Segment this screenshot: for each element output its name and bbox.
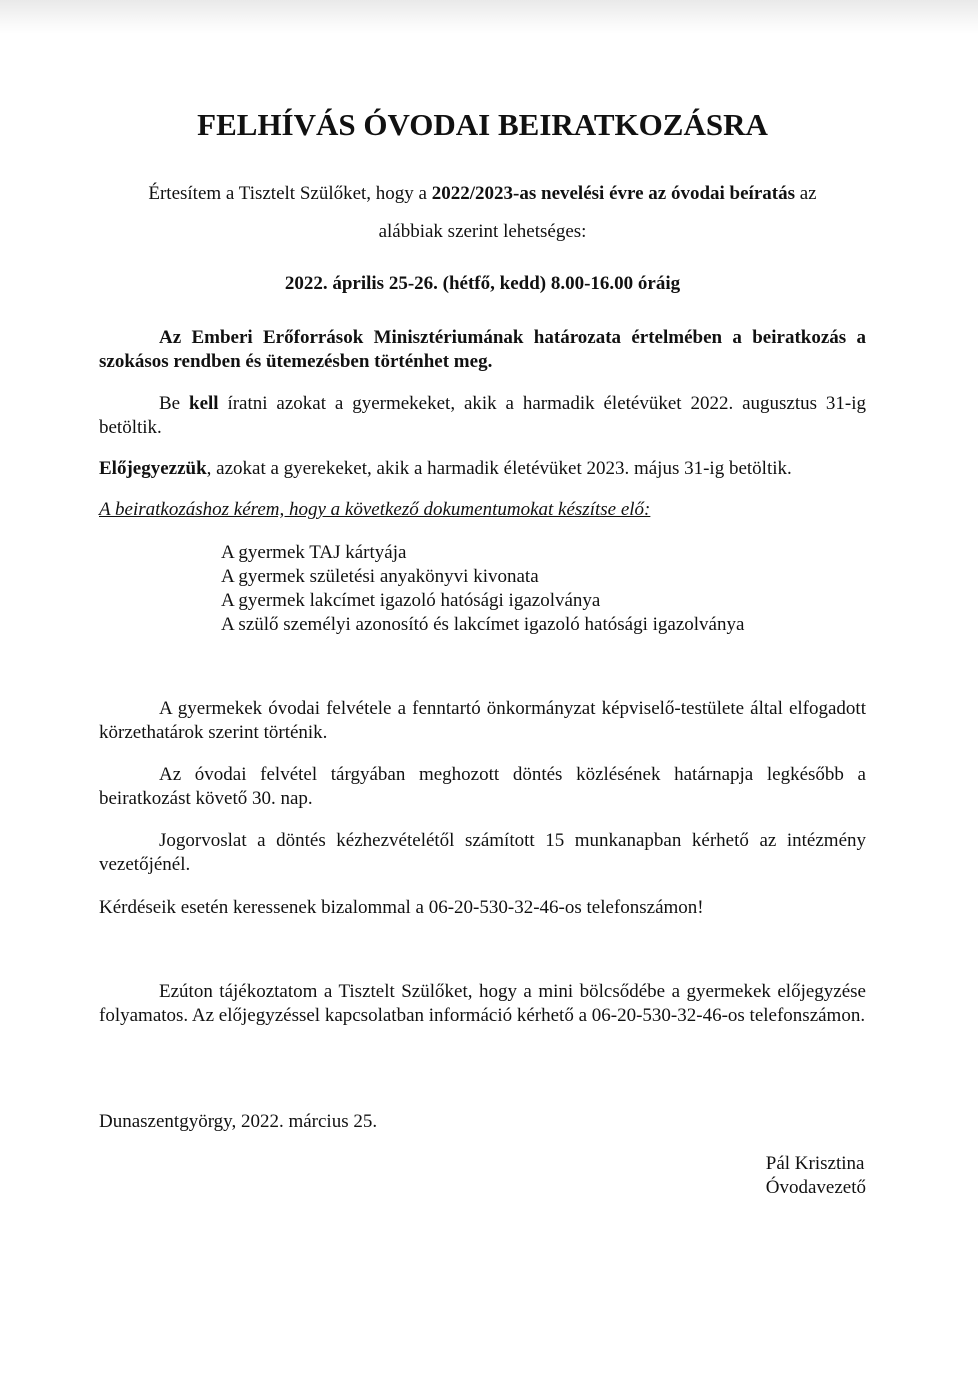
- list-item: A gyermek TAJ kártyája: [221, 542, 407, 563]
- signatory-name: Pál Krisztina: [765, 1153, 865, 1174]
- ministry-note: Az Emberi Erőforrások Minisztériumának határozata értelmében a beiratkozás a szokásos rendben és ütemezésben történhet meg.: [99, 327, 866, 372]
- list-item: A gyermek lakcímet igazoló hatósági igazolványa: [221, 590, 601, 611]
- list-item: A szülő személyi azonosító és lakcímet igazoló hatósági igazolványa: [221, 614, 745, 635]
- viewer-top-shadow: [0, 0, 978, 34]
- list-item: A gyermek születési anyakönyvi kivonata: [221, 566, 539, 587]
- admission-paragraph: A gyermekek óvodai felvétele a fenntartó önkormányzat képviselő-testülete által elfogadott körzethatárok szerint történik.: [99, 698, 866, 743]
- pre-register-post: , azokat a gyerekeket, akik a harmadik életévüket 2023. május 31-ig betöltik.: [206, 458, 792, 479]
- intro-bold-school-year: 2022/2023-as nevelési évre az óvodai beíratás: [431, 183, 795, 204]
- pre-register-bold: Előjegyezzük: [99, 458, 207, 479]
- intro-line-2: alábbiak szerint lehetséges:: [378, 221, 587, 242]
- intro-text-start: Értesítem a Tisztelt Szülőket, hogy a: [148, 183, 432, 204]
- documents-list: [221, 541, 744, 637]
- questions-paragraph: Kérdéseik esetén keressenek bizalommal a 06-20-530-32-46-os telefonszámon!: [99, 897, 704, 918]
- intro-line-1: [99, 182, 866, 206]
- signature-block: [766, 1152, 866, 1200]
- must-enroll-bold: kell: [189, 393, 219, 414]
- page-title: FELHÍVÁS ÓVODAI BEIRATKOZÁSRA: [197, 107, 768, 142]
- must-enroll-post: íratni azokat a gyermekeket, akik a harmadik életévüket 2022. augusztus 31-ig betöltik.: [99, 393, 867, 438]
- decision-deadline-paragraph: Az óvodai felvétel tárgyában meghozott döntés közlésének határnapja legkésőbb a beiratkozást követő 30. nap.: [99, 764, 866, 809]
- signatory-role: Óvodavezető: [765, 1177, 866, 1198]
- intro-text-end: az: [795, 183, 817, 204]
- place-and-date: Dunaszentgyörgy, 2022. március 25.: [99, 1111, 378, 1132]
- enrollment-date: 2022. április 25-26. (hétfő, kedd) 8.00-16.00 óráig: [284, 273, 681, 294]
- must-enroll-paragraph: [99, 392, 866, 440]
- nursery-paragraph: Ezúton tájékoztatom a Tisztelt Szülőket, hogy a mini bölcsődébe a gyermekek előjegyzése folyamatos. Az előjegyzéssel kapcsolatban információ kérhető a 06-20-530-32-46-os telefonszámon.: [99, 981, 866, 1026]
- pre-register-paragraph: [99, 457, 866, 481]
- documents-heading: A beiratkozáshoz kérem, hogy a következő dokumentumokat készítse elő:: [99, 499, 651, 520]
- appeal-paragraph: Jogorvoslat a döntés kézhezvételétől számított 15 munkanapban kérhető az intézmény vezetőjénél.: [99, 830, 866, 875]
- must-enroll-pre: Be: [159, 393, 189, 414]
